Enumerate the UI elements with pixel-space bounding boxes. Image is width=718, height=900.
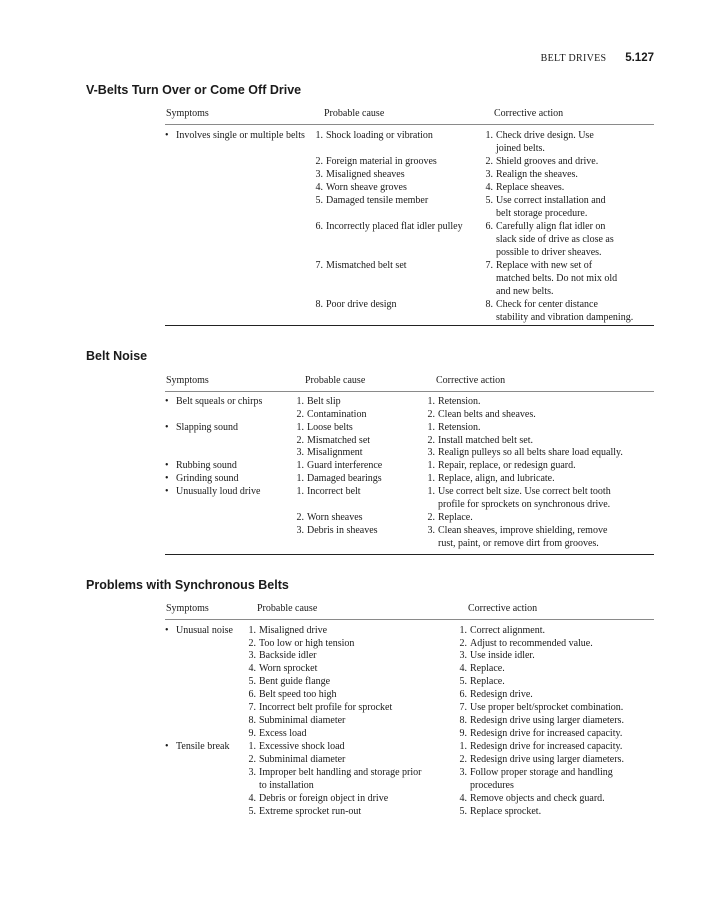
table-belt-noise	[165, 374, 654, 554]
table-header	[165, 602, 654, 620]
table-row-symptom: • Rubbing sound	[165, 460, 237, 471]
table-header	[165, 374, 654, 392]
table-bottom-rule	[165, 325, 654, 326]
header-corrective-action: Corrective action	[436, 375, 506, 386]
header-probable-cause: Probable cause	[257, 603, 318, 614]
table-row-symptom: • Belt squeals or chirps	[165, 396, 263, 407]
table-row-symptom: • Unusual noise	[165, 625, 233, 636]
table-row-symptom: • Slapping sound	[165, 422, 238, 433]
header-symptoms: Symptoms	[166, 108, 209, 119]
table-header	[165, 107, 654, 125]
table-synchronous-belts	[165, 602, 654, 820]
section-title-synchronous-belts: Problems with Synchronous Belts	[86, 578, 289, 592]
section-title-belt-noise: Belt Noise	[86, 349, 148, 363]
table-body: • Unusual noise • Tensile break 1. Misaligned drive 2. Too low or high tension 3. Backside idler 4. Worn sprocket 5. Bent guide flange 6. Belt speed too high 7. Incorrect belt profile for sprocket 8. Subminimal diameter 9. Excess load 1. Excessive shock load 2. Subminimal diameter 3. Improper belt handling and storage prior to installation 4. Debris or foreign object in drive 5. Extreme sprocket run-out 1. Correct alignment. 2. Adjust to recommended value. 3. Use inside idler. 4. Replace. 5. Replace. 6. Redesign drive. 7. Use proper belt/sprocket combination. 8. Redesign drive using larger diameters. 9. Redesign drive for increased capacity. 1. Redesign drive for increased capacity. 2. Redesign drive using larger diameters. 3. Follow proper storage and handling procedures 4. Remove objects and check guard. 5. Replace sprocket.	[165, 625, 624, 817]
running-head	[0, 52, 654, 64]
running-head-section: BELT DRIVES	[540, 53, 607, 64]
table-vbelts	[165, 107, 654, 325]
page-number: 5.127	[625, 52, 654, 64]
table-row-symptom: • Unusually loud drive	[165, 486, 261, 497]
table-bottom-rule	[165, 554, 654, 555]
table-row-symptom: • Grinding sound	[165, 473, 239, 484]
table-row-symptom: • Involves single or multiple belts	[165, 130, 305, 141]
table-body: • Involves single or multiple belts 1. Shock loading or vibration 2. Foreign material in grooves 3. Misaligned sheaves 4. Worn sheave groves 5. Damaged tensile member 6. Incorrectly placed flat idler pulley 7. Mismatched belt set 8. Poor drive design 1. Check drive design. Use joined belts. 2. Shield grooves and drive. 3. Realign the sheaves. 4. Replace sheaves. 5. Use correct installation and belt storage procedure. 6. Carefully align flat idler on slack side of drive as close as possible to driver sheaves. 7. Replace with new set of matched belts. Do not mix old and new belts. 8. Check for center distance stability and vibration dampening.	[165, 125, 654, 325]
header-corrective-action: Corrective action	[468, 603, 538, 614]
section-title-vbelts: V-Belts Turn Over or Come Off Drive	[86, 83, 302, 97]
table-row-symptom: • Tensile break	[165, 741, 230, 752]
header-symptoms: Symptoms	[166, 603, 209, 614]
header-symptoms: Symptoms	[166, 375, 209, 386]
header-probable-cause: Probable cause	[305, 375, 366, 386]
header-probable-cause: Probable cause	[324, 108, 385, 119]
header-corrective-action: Corrective action	[494, 108, 564, 119]
table-body: • Belt squeals or chirps • Slapping sound • Rubbing sound • Grinding sound • Unusually loud drive 1. Belt slip 2. Contamination 1. Loose belts 2. Mismatched set 3. Misalignment 1. Guard interference 1. Damaged bearings 1. Incorrect belt 2. Worn sheaves 3. Debris in sheaves 1. Retension. 2. Clean belts and sheaves. 1. Retension. 2. Install matched belt set. 3. Realign pulleys so all belts share load equally. 1. Repair, replace, or redesign guard. 1. Replace, align, and lubricate. 1. Use correct belt size. Use correct belt tooth profile for sprockets on synchronous drive. 2. Replace. 3. Clean sheaves, improve shielding, remove rust, paint, or remove dirt from grooves.	[165, 392, 654, 554]
